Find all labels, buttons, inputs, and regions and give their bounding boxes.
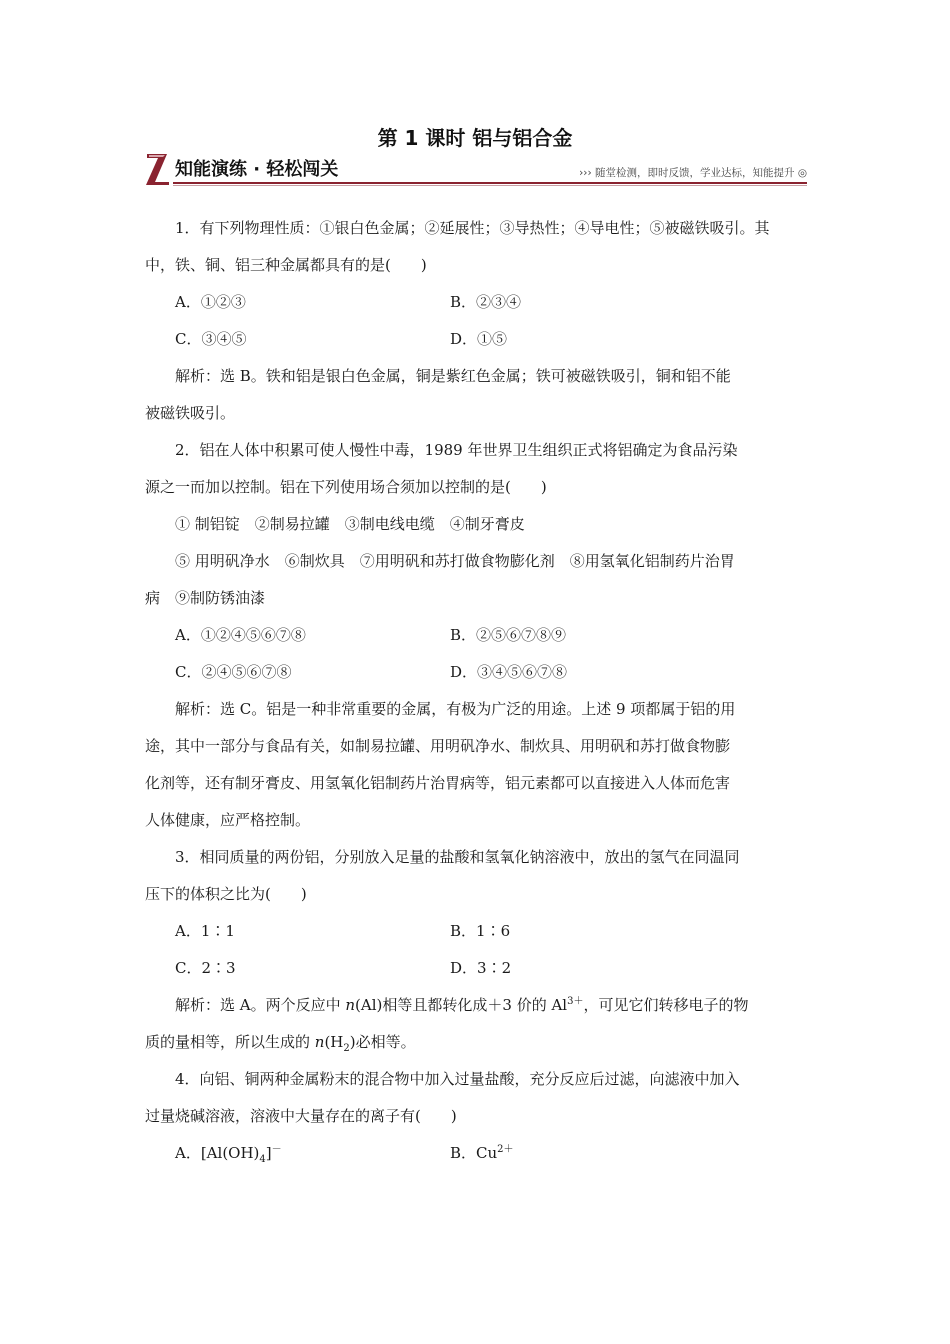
q1-options-row2 <box>145 325 810 362</box>
q2-option-d: D．③④⑤⑥⑦⑧ <box>450 663 568 681</box>
q1-option-c: C．③④⑤ <box>175 330 247 348</box>
q2-items-line1: ① 制铝锭 ②制易拉罐 ③制电线电缆 ④制牙膏皮 <box>175 515 525 533</box>
q3-stem-line2: 压下的体积之比为( ) <box>145 885 307 903</box>
q2-analysis-line4: 人体健康，应严格控制。 <box>145 811 311 829</box>
q1-analysis-line2: 被磁铁吸引。 <box>145 404 236 422</box>
q3-analysis-superscript: 3＋ <box>567 996 584 1007</box>
q3-stem-line1: 3．相同质量的两份铝，分别放入足量的盐酸和氢氧化钠溶液中，放出的氢气在同温同 <box>175 848 740 866</box>
q3-options-row1 <box>145 917 810 954</box>
q3-analysis-variable-n: n <box>345 996 356 1014</box>
banner-slogan: ››› 随堂检测，即时反馈，学业达标，知能提升 ◎ <box>579 167 807 179</box>
q3-options-row2 <box>145 954 810 991</box>
z-logo-icon <box>145 152 171 186</box>
q4-option-a-bracket: ] <box>265 1144 272 1162</box>
q3-analysis-text: )必相等。 <box>349 1033 416 1051</box>
q3-analysis-text: 解析：选 A。两个反应中 <box>175 996 346 1014</box>
q3-analysis-subscript: 2 <box>343 1043 350 1054</box>
q4-option-b-superscript: 2＋ <box>497 1144 514 1155</box>
exercise-content <box>145 214 810 1176</box>
q3-analysis-line2 <box>145 1028 810 1065</box>
q2-option-a: A．①②④⑤⑥⑦⑧ <box>175 626 306 644</box>
q2-options-row2 <box>145 658 810 695</box>
q3-analysis-text: (Al)相等且都转化成＋3 价的 Al <box>355 996 568 1014</box>
q4-option-a-subscript: 4 <box>259 1154 266 1165</box>
q1-stem-line1: 1．有下列物理性质：①银白色金属；②延展性；③导热性；④导电性；⑤被磁铁吸引。其 <box>175 219 770 237</box>
q4-option-a-text: A．[Al(OH) <box>175 1144 260 1162</box>
q2-analysis-line3: 化剂等，还有制牙膏皮、用氢氧化铝制药片治胃病等，铝元素都可以直接进入人体而危害 <box>145 774 731 792</box>
q4-option-a-superscript: － <box>271 1144 282 1155</box>
q2-stem-line2: 源之一而加以控制。铝在下列使用场合须加以控制的是( ) <box>145 478 547 496</box>
q4-stem-line2: 过量烧碱溶液，溶液中大量存在的离子有( ) <box>145 1107 457 1125</box>
q2-options-row1 <box>145 621 810 658</box>
q2-stem-line1: 2．铝在人体中积累可使人慢性中毒，1989 年世界卫生组织正式将铝确定为食品污染 <box>175 441 738 459</box>
q1-option-b: B．②③④ <box>450 293 522 311</box>
q2-option-b: B．②⑤⑥⑦⑧⑨ <box>450 626 567 644</box>
q2-analysis-line1: 解析：选 C。铝是一种非常重要的金属，有极为广泛的用途。上述 9 项都属于铝的用 <box>175 700 736 718</box>
q2-option-c: C．②④⑤⑥⑦⑧ <box>175 663 292 681</box>
q3-option-a: A．1∶1 <box>175 922 235 940</box>
q3-analysis-text: 质的量相等，所以生成的 <box>145 1033 315 1051</box>
q1-stem-line2: 中，铁、铜、铝三种金属都具有的是( ) <box>145 256 427 274</box>
q4-stem-line1: 4．向铝、铜两种金属粉末的混合物中加入过量盐酸，充分反应后过滤，向滤液中加入 <box>175 1070 740 1088</box>
section-banner <box>145 152 807 188</box>
page-title: 第 1 课时 铝与铝合金 <box>377 126 573 150</box>
q3-option-b: B．1∶6 <box>450 922 511 940</box>
q2-items-line2: ⑤ 用明矾净水 ⑥制炊具 ⑦用明矾和苏打做食物膨化剂 ⑧用氢氧化铝制药片治胃 <box>175 552 735 570</box>
banner-divider <box>173 182 807 184</box>
q4-options-row1 <box>145 1139 810 1176</box>
q1-analysis-line1: 解析：选 B。铁和铝是银白色金属，铜是紫红色金属；铁可被磁铁吸引，铜和铝不能 <box>175 367 731 385</box>
q3-analysis-text: (H <box>324 1033 344 1051</box>
q4-option-a <box>175 1139 450 1176</box>
q3-analysis-text: ，可见它们转移电子的物 <box>583 996 749 1014</box>
q2-analysis-line2: 途，其中一部分与食品有关，如制易拉罐、用明矾净水、制炊具、用明矾和苏打做食物膨 <box>145 737 731 755</box>
q1-options-row1 <box>145 288 810 325</box>
q3-option-c: C．2∶3 <box>175 959 236 977</box>
q4-option-b <box>450 1139 725 1176</box>
q4-option-b-text: B．Cu <box>450 1144 498 1162</box>
banner-divider-thin <box>173 185 807 186</box>
banner-heading: 知能演练 · 轻松闯关 <box>175 159 339 180</box>
q1-option-d: D．①⑤ <box>450 330 508 348</box>
q3-analysis-variable-n: n <box>314 1033 325 1051</box>
q3-analysis-line1 <box>145 991 810 1028</box>
q2-items-line3: 病 ⑨制防锈油漆 <box>145 589 266 607</box>
q3-option-d: D．3∶2 <box>450 959 512 977</box>
q1-option-a: A．①②③ <box>175 293 246 311</box>
